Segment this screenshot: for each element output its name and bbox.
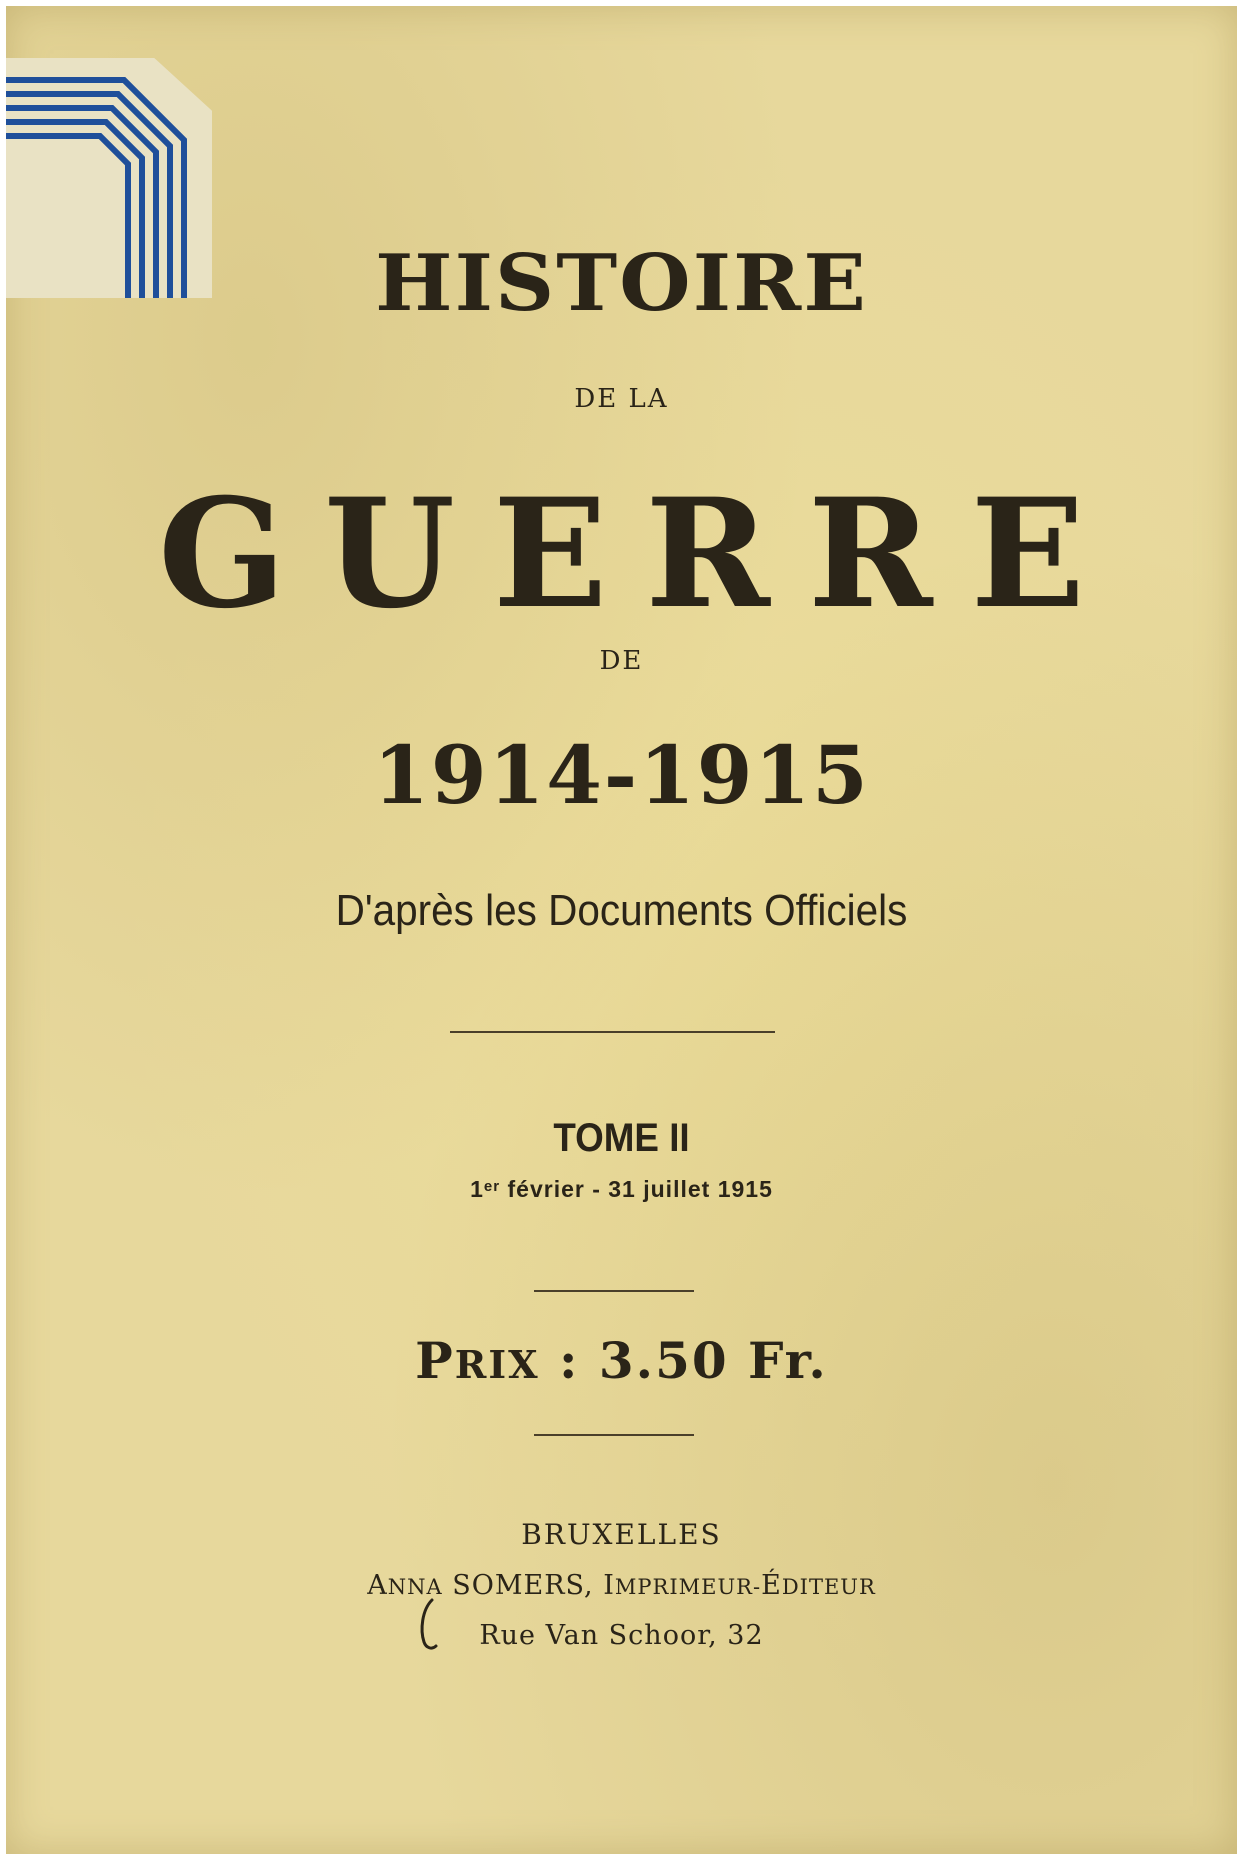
price-value: 3.50 Fr. bbox=[598, 1331, 828, 1390]
price-label-rest: RIX bbox=[454, 1342, 540, 1387]
date-range bbox=[6, 1176, 1237, 1203]
price bbox=[6, 1331, 1237, 1390]
title-years: 1914-1915 bbox=[373, 728, 870, 822]
divider-rule bbox=[534, 1434, 694, 1436]
title-histoire: HISTOIRE bbox=[375, 238, 868, 329]
publisher-role-initial: I bbox=[603, 1570, 615, 1601]
book-cover bbox=[6, 6, 1237, 1854]
publisher-city: BRUXELLES bbox=[521, 1518, 722, 1551]
publisher-role2-rest: DITEUR bbox=[781, 1575, 876, 1599]
date-ordinal-number: 1 bbox=[470, 1176, 484, 1202]
publisher-role-rest: MPRIMEUR- bbox=[614, 1575, 762, 1599]
divider-rule bbox=[534, 1290, 694, 1292]
price-separator: : bbox=[539, 1331, 599, 1390]
title-de-la: DE LA bbox=[574, 384, 669, 414]
publisher-first-rest: NNA bbox=[387, 1575, 443, 1599]
title-de: DE bbox=[599, 646, 644, 676]
publisher-address: Rue Van Schoor, 32 bbox=[479, 1620, 764, 1651]
volume-number: TOME II bbox=[553, 1116, 690, 1160]
handwritten-ink-mark bbox=[414, 1596, 444, 1656]
title-guerre: GUERRE bbox=[158, 466, 1123, 642]
publisher-name bbox=[6, 1570, 1237, 1601]
price-label-initial: P bbox=[415, 1331, 455, 1390]
publisher-first-initial: A bbox=[367, 1570, 388, 1601]
divider-rule bbox=[450, 1031, 775, 1033]
subtitle: D'après les Documents Officiels bbox=[335, 886, 908, 935]
date-range-text: février - 31 juillet 1915 bbox=[500, 1176, 773, 1202]
publisher-role2-initial: É bbox=[761, 1570, 782, 1601]
publisher-surname: SOMERS, bbox=[442, 1570, 604, 1601]
date-ordinal-suffix: er bbox=[483, 1178, 501, 1195]
